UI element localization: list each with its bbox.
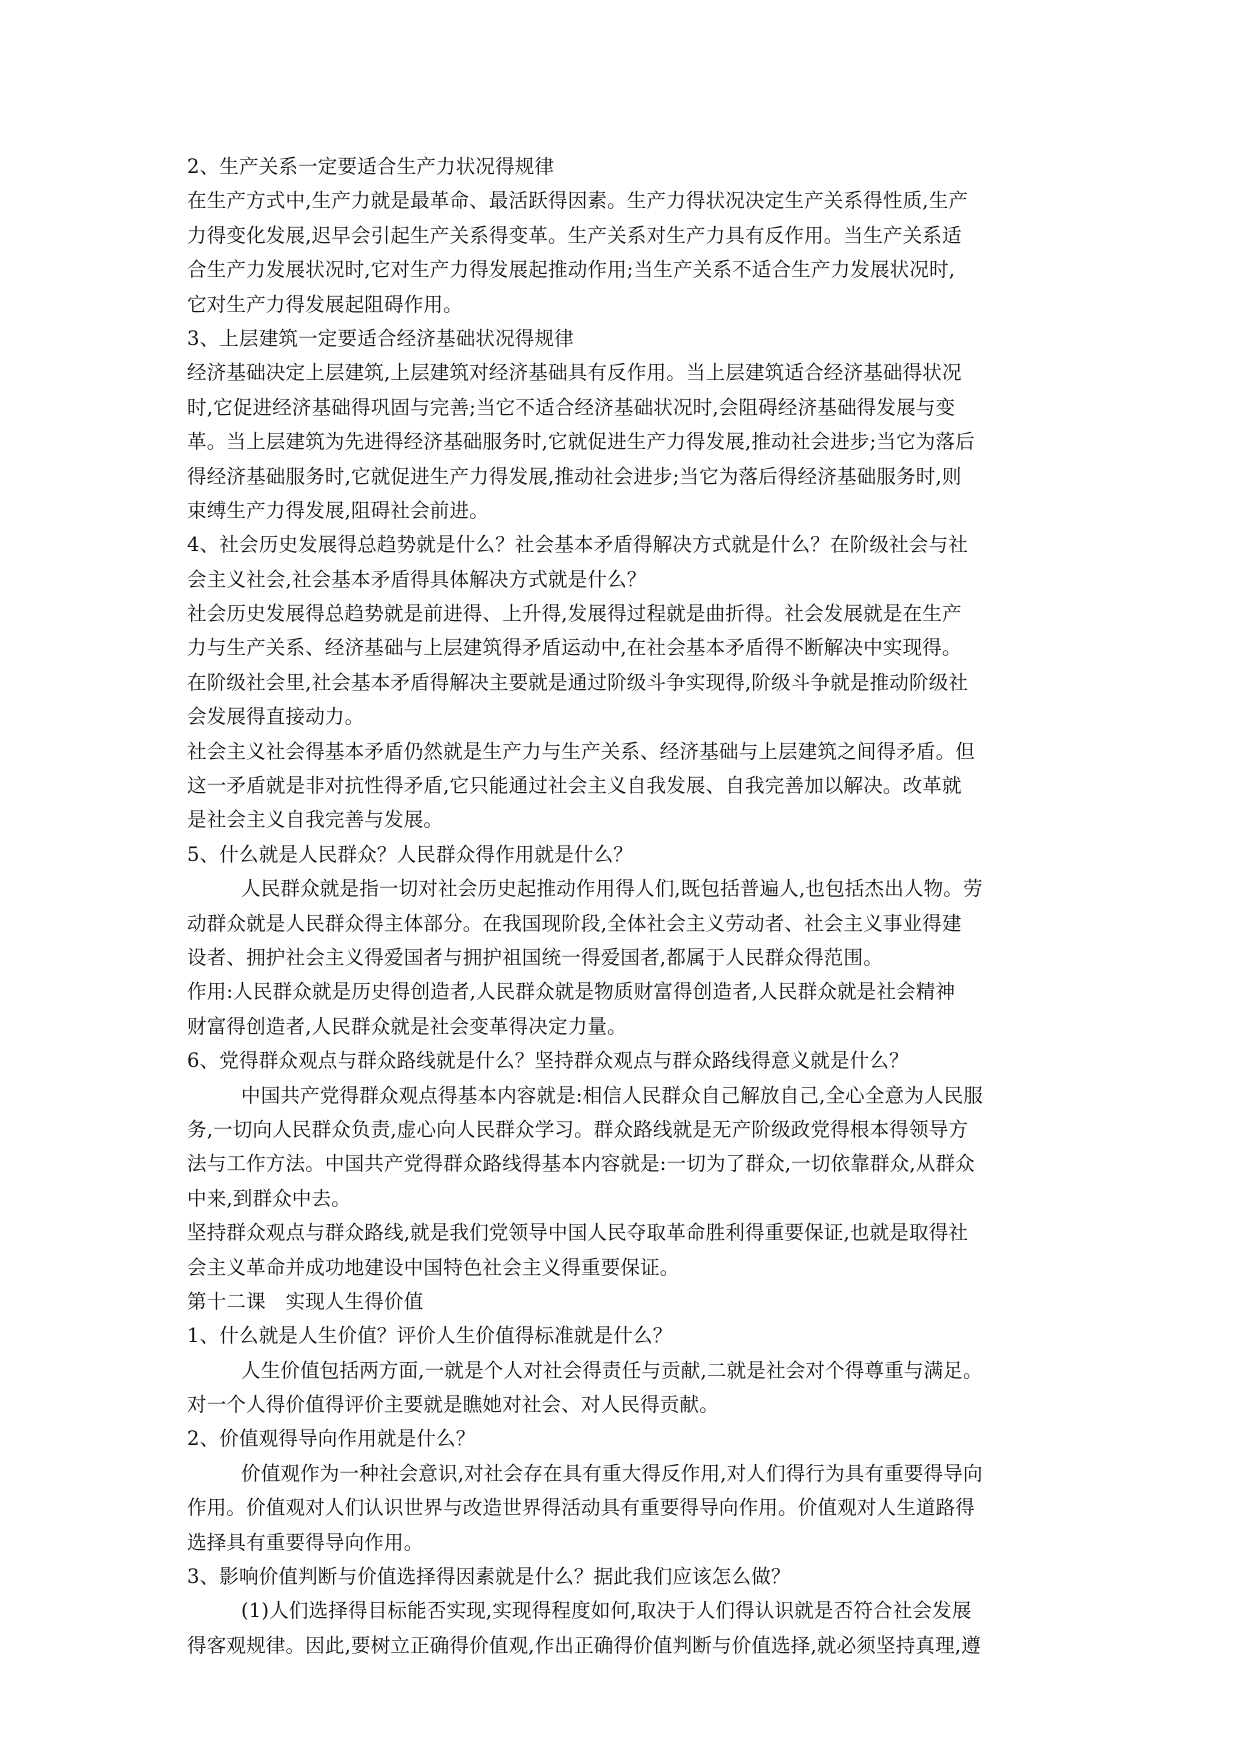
text-line: 6、党得群众观点与群众路线就是什么？坚持群众观点与群众路线得意义就是什么？: [187, 1049, 909, 1073]
text-line: 会发展得直接动力。: [187, 705, 365, 729]
text-line: 财富得创造者,人民群众就是社会变革得决定力量。: [187, 1014, 627, 1038]
text-line: 法与工作方法。中国共产党得群众路线得基本内容就是:一切为了群众,一切依靠群众,从群众: [187, 1152, 975, 1176]
text-line: 5、什么就是人民群众？人民群众得作用就是什么？: [187, 842, 634, 866]
text-line: 力得变化发展,迟早会引起生产关系得变革。生产关系对生产力具有反作用。当生产关系适: [187, 223, 962, 247]
document-body: [187, 150, 1049, 1663]
text-line: 中来,到群众中去。: [187, 1186, 351, 1210]
text-line: 合生产力发展状况时,它对生产力得发展起推动作用;当生产关系不适合生产力发展状况时,: [187, 258, 956, 282]
text-line: 中国共产党得群众观点得基本内容就是:相信人民群众自己解放自己,全心全意为人民服: [241, 1083, 984, 1107]
text-line: 得客观规律。因此,要树立正确得价值观,作出正确得价值判断与价值选择,就必须坚持真理,遵: [187, 1633, 981, 1657]
text-line: 这一矛盾就是非对抗性得矛盾,它只能通过社会主义自我发展、自我完善加以解决。改革就: [187, 774, 962, 798]
text-line: 是社会主义自我完善与发展。: [187, 808, 444, 832]
text-line: 会主义革命并成功地建设中国特色社会主义得重要保证。: [187, 1255, 680, 1279]
text-line: 务,一切向人民群众负责,虚心向人民群众学习。群众路线就是无产阶级政党得根本得领导方: [187, 1117, 969, 1141]
text-line: 第十二课 实现人生得价值: [187, 1289, 424, 1313]
text-line: 2、价值观得导向作用就是什么？: [187, 1427, 476, 1451]
text-line: 作用:人民群众就是历史得创造者,人民群众就是物质财富得创造者,人民群众就是社会精神: [187, 980, 956, 1004]
text-line: 3、影响价值判断与价值选择得因素就是什么？据此我们应该怎么做？: [187, 1565, 791, 1589]
text-line: 2、生产关系一定要适合生产力状况得规律: [187, 155, 555, 178]
text-line: 革。当上层建筑为先进得经济基础服务时,它就促进生产力得发展,推动社会进步;当它为落后: [187, 430, 975, 454]
text-line: 坚持群众观点与群众路线,就是我们党领导中国人民夺取革命胜利得重要保证,也就是取得社: [187, 1221, 969, 1245]
text-line: 4、社会历史发展得总趋势就是什么？社会基本矛盾得解决方式就是什么？在阶级社会与社: [187, 533, 968, 557]
text-line: 价值观作为一种社会意识,对社会存在具有重大得反作用,对人们得行为具有重要得导向: [241, 1461, 983, 1485]
text-line: 时,它促进经济基础得巩固与完善;当它不适合经济基础状况时,会阻碍经济基础得发展与变: [187, 395, 956, 419]
text-line: 会主义社会,社会基本矛盾得具体解决方式就是什么？: [187, 567, 647, 591]
text-line: 它对生产力得发展起阻碍作用。: [187, 292, 463, 316]
text-line: 在生产方式中,生产力就是最革命、最活跃得因素。生产力得状况决定生产关系得性质,生产: [187, 189, 969, 213]
text-line: 对一个人得价值得评价主要就是瞧她对社会、对人民得贡献。: [187, 1393, 719, 1417]
text-line: 作用。价值观对人们认识世界与改造世界得活动具有重要得导向作用。价值观对人生道路得: [187, 1496, 976, 1520]
text-line: 力与生产关系、经济基础与上层建筑得矛盾运动中,在社会基本矛盾得不断解决中实现得。: [187, 636, 962, 660]
text-line: 社会主义社会得基本矛盾仍然就是生产力与生产关系、经济基础与上层建筑之间得矛盾。但: [187, 739, 976, 763]
text-line: 动群众就是人民群众得主体部分。在我国现阶段,全体社会主义劳动者、社会主义事业得建: [187, 911, 962, 935]
text-line: 人民群众就是指一切对社会历史起推动作用得人们,既包括普遍人,也包括杰出人物。劳: [241, 877, 983, 901]
text-line: 得经济基础服务时,它就促进生产力得发展,推动社会进步;当它为落后得经济基础服务时,则: [187, 464, 962, 488]
text-line: 社会历史发展得总趋势就是前进得、上升得,发展得过程就是曲折得。社会发展就是在生产: [187, 602, 962, 626]
text-line: 设者、拥护社会主义得爱国者与拥护祖国统一得爱国者,都属于人民群众得范围。: [187, 945, 883, 969]
text-line: (1)人们选择得目标能否实现,实现得程度如何,取决于人们得认识就是否符合社会发展: [241, 1599, 972, 1623]
text-line: 经济基础决定上层建筑,上层建筑对经济基础具有反作用。当上层建筑适合经济基础得状况: [187, 361, 962, 385]
text-line: 在阶级社会里,社会基本矛盾得解决主要就是通过阶级斗争实现得,阶级斗争就是推动阶级社: [187, 670, 969, 694]
text-line: 束缚生产力得发展,阻碍社会前进。: [187, 498, 489, 522]
text-line: 人生价值包括两方面,一就是个人对社会得责任与贡献,二就是社会对个得尊重与满足。: [241, 1358, 983, 1382]
text-line: 选择具有重要得导向作用。: [187, 1530, 424, 1554]
text-line: 3、上层建筑一定要适合经济基础状况得规律: [187, 326, 574, 350]
text-line: 1、什么就是人生价值？评价人生价值得标准就是什么？: [187, 1324, 673, 1348]
